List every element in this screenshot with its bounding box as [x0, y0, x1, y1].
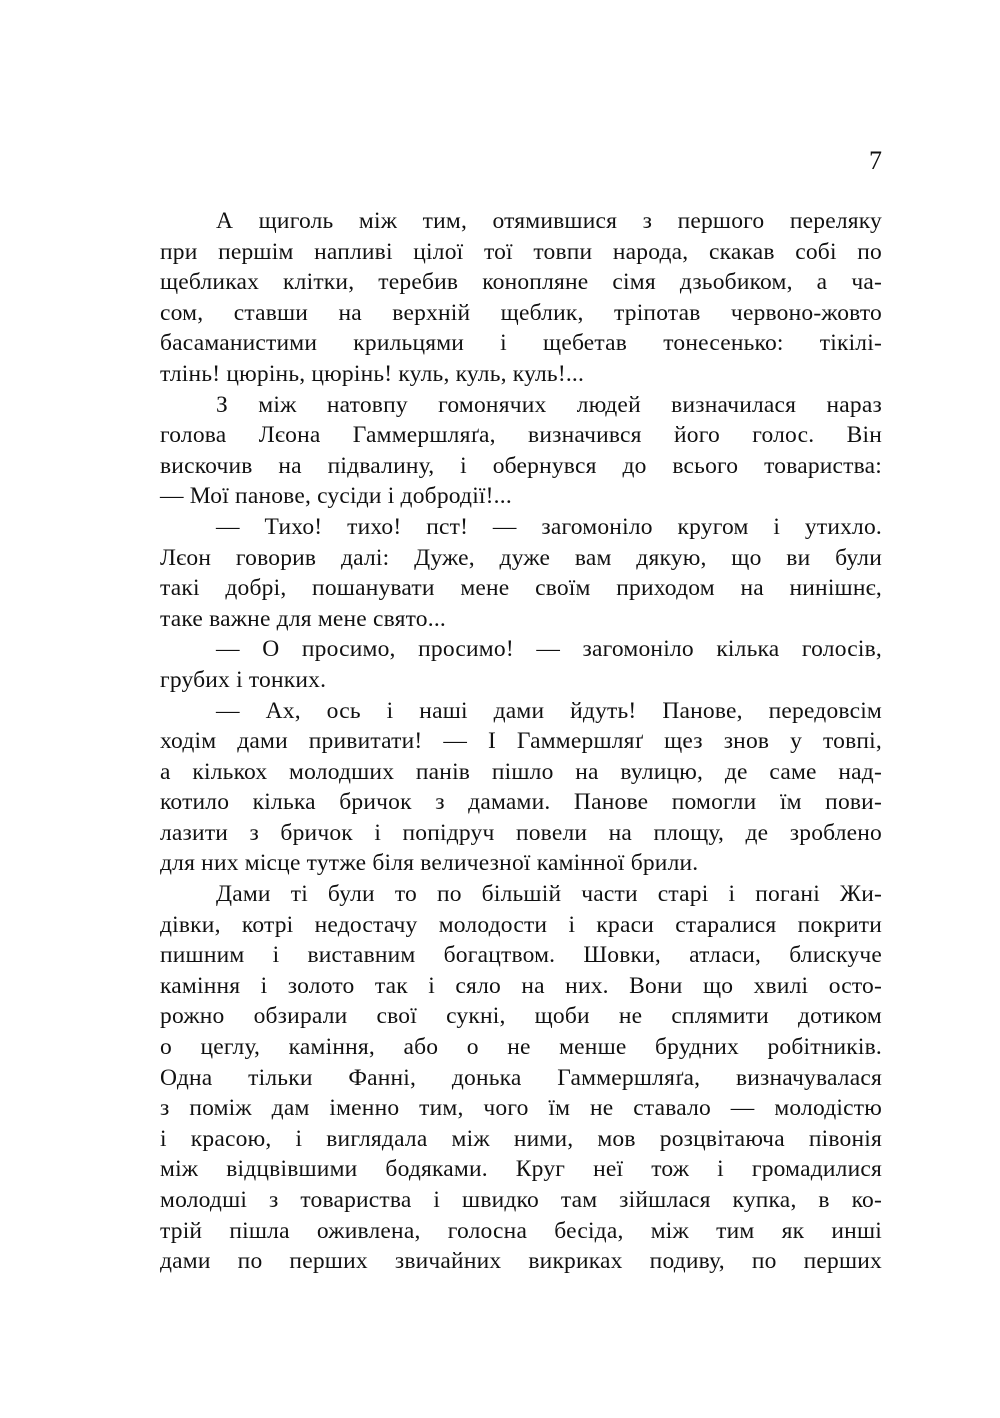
text-line: таке важне для мене свято...: [160, 605, 446, 632]
text-line: і красою, і виглядала між ними, мов розцвітаюча півонія: [160, 1125, 882, 1152]
text-line: з поміж дам іменно тим, чого їм не ставало — молодістю: [160, 1095, 882, 1122]
text-line: дівки, котрі недостачу молодости і краси старалися покрити: [160, 911, 882, 938]
text-line: щебликах клітки, теребив конопляне сімя дзьобиком, а ча-: [160, 269, 882, 296]
text-line: трій пішла оживлена, голосна бесіда, між тим як инші: [160, 1217, 882, 1244]
text-line: о цеглу, каміння, або о не менше брудних робітників.: [160, 1034, 882, 1061]
text-line: ходім дами привитати! — І Гаммершляґ щез знов у товпі,: [160, 728, 882, 755]
text-line: — Мої панове, сусіди і добродії!...: [160, 483, 512, 510]
text-line: каміння і золото так і сяло на них. Вони що хвилі осто-: [160, 972, 882, 999]
text-line: Одна тільки Фанні, донька Гаммершляґа, визначувалася: [160, 1064, 882, 1091]
text-line: З між натовпу гомонячих людей визначилася нараз: [216, 391, 882, 418]
text-line: а кількох молодших панів пішло на вулицю, де саме над-: [160, 758, 882, 785]
text-line: такі добрі, пошанувати мене своїм приходом на нинішнє,: [160, 575, 882, 602]
text-line: пишним і виставним богацтвом. Шовки, атласи, блискуче: [160, 942, 882, 969]
text-line: між відцвівшими бодяками. Круг неї тож і громадилися: [160, 1156, 882, 1183]
text-line: лазити з бричок і попідруч повели на площу, де зроблено: [160, 819, 882, 846]
text-line: — Тихо! тихо! пст! — загомоніло кругом і утихло.: [216, 513, 882, 540]
page-number: 7: [869, 146, 882, 175]
text-line: тлінь! цюрінь, цюрінь! куль, куль, куль!...: [160, 360, 585, 387]
text-line: — О просимо, просимо! — загомоніло кілька голосів,: [216, 636, 882, 663]
text-line: дами по перших звичайних викриках подиву, по перших: [160, 1248, 882, 1275]
text-line: для них місце тутже біля величезної камінної брили.: [160, 850, 699, 877]
text-line: при першім напливі цілої тої товпи народа, скакав собі по: [160, 238, 882, 265]
text-line: молодші з товариства і швидко там зійшлася купка, в ко-: [160, 1187, 882, 1213]
body-text: [160, 206, 882, 1277]
text-line: котило кілька бричок з дамами. Панове помогли їм пови-: [160, 789, 882, 816]
text-line: грубих і тонких.: [160, 666, 327, 693]
text-line: Лєон говорив далі: Дуже, дуже вам дякую, що ви були: [160, 544, 882, 571]
text-line: сом, ставши на верхній щеблик, тріпотав червоно-жовто: [160, 299, 882, 326]
text-line: А щиголь між тим, отямившися з першого переляку: [216, 208, 882, 234]
text-line: Дами ті були то по більшій части старі і погані Жи-: [216, 881, 882, 908]
text-line: вискочив на підвалину, і обернувся до всього товариства:: [160, 452, 882, 479]
text-line: басаманистими крильцями і щебетав тонесенько: тікілі-: [160, 330, 882, 357]
text-line: — Ах, ось і наші дами йдуть! Панове, передовсім: [216, 697, 882, 724]
text-line: рожно обзирали свої сукні, щоби не сплямити дотиком: [160, 1003, 882, 1030]
text-line: голова Лєона Гаммершляґа, визначився його голос. Він: [160, 422, 882, 449]
